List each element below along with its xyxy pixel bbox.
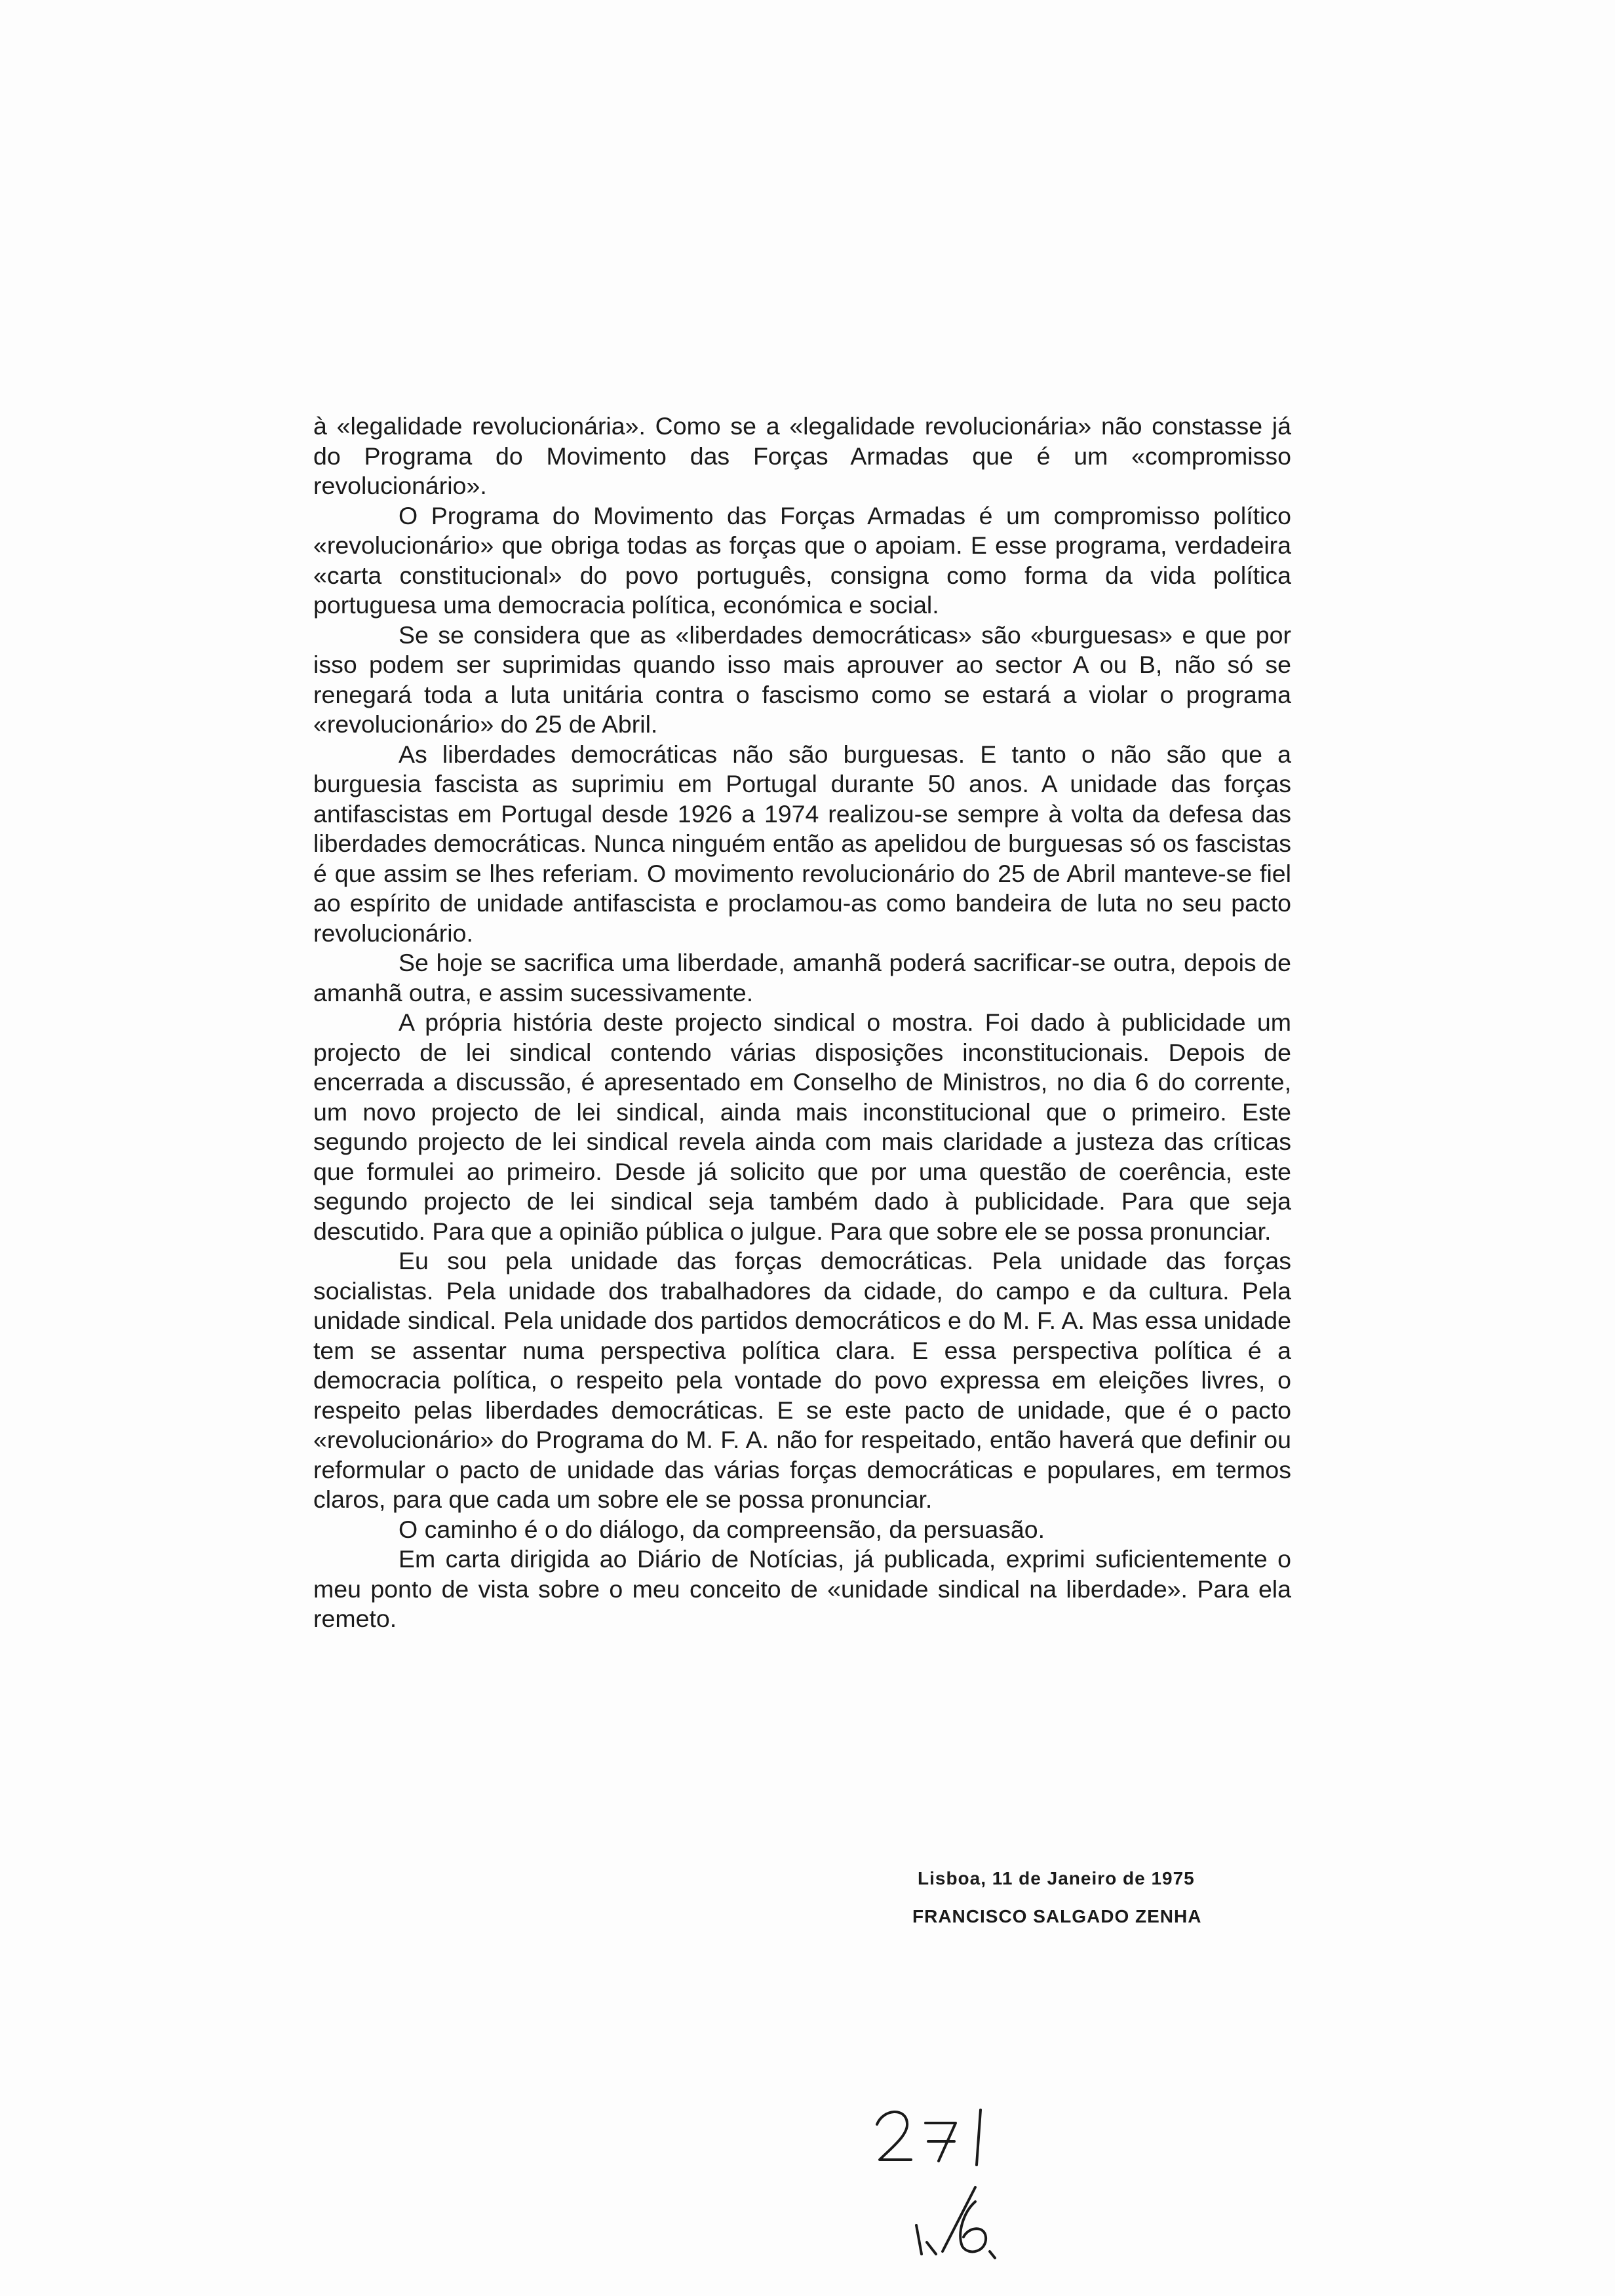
paragraph: O Programa do Movimento das Forças Armadas é um compromisso político «revolucionário» que obriga todas as forças que o apoiam. E esse programa, verdadeira «carta constitucional» do povo português, consigna como forma da vida política portuguesa uma democracia política, económica e social. [313, 501, 1291, 619]
paragraph: à «legalidade revolucionária». Como se a «legalidade revolucionária» não constasse já do Programa do Movimento das Forças Armadas que é um «compromisso revolucionário». [313, 412, 1291, 499]
paragraph: As liberdades democráticas não são burguesas. E tanto o não são que a burguesia fascista as suprimiu em Portugal durante 50 anos. A unidade das forças antifascistas em Portugal desde 1926 a 1974 realizou-se sempre à volta da defesa das liberdades democráticas. Nunca ninguém então as apelidou de burguesas só os fascistas é que assim se lhes referiam. O movimento revolucionário do 25 de Abril manteve-se fiel ao espírito de unidade antifascista e proclamou-as como bandeira de luta no seu pacto revolucionário. [313, 740, 1291, 947]
handwritten-page-number [865, 2097, 1075, 2267]
signature-block [912, 1860, 1201, 1936]
paragraph: Em carta dirigida ao Diário de Notícias, já publicada, exprimi suficientemente o meu ponto de vista sobre o meu conceito de «unidade sindical na liberdade». Para ela remeto. [313, 1545, 1291, 1632]
document-body [313, 411, 1291, 1634]
paragraph: Eu sou pela unidade das forças democráticas. Pela unidade das forças socialistas. Pela unidade dos trabalhadores da cidade, do campo e da cultura. Pela unidade sindical. Pela unidade dos partidos democráticos e do M. F. A. Mas essa unidade tem se assentar numa perspectiva política clara. E essa perspectiva política é a democracia política, o respeito pela vontade do povo expressa em eleições livres, o respeito pelas liberdades democráticas. E se este pacto de unidade, que é o pacto «revolucionário» do Programa do M. F. A. não for respeitado, então haverá que definir ou reformular o pacto de unidade das várias forças democráticas e populares, em termos claros, para que cada um sobre ele se possa pronunciar. [313, 1247, 1291, 1513]
signature-place-date: Lisboa, 11 de Janeiro de 1975 [918, 1868, 1195, 1888]
signature-name: FRANCISCO SALGADO ZENHA [912, 1906, 1202, 1926]
paragraph: O caminho é o do diálogo, da compreensão, da persuasão. [399, 1515, 1045, 1543]
paragraph: Se se considera que as «liberdades democráticas» são «burguesas» e que por isso podem ser suprimidas quando isso mais aprouver ao sector A ou B, não só se renegará toda a luta unitária contra o fascismo como se estará a violar o programa «revolucionário» do 25 de Abril. [313, 621, 1291, 738]
paragraph: A própria história deste projecto sindical o mostra. Foi dado à publicidade um projecto de lei sindical contendo várias disposições inconstitucionais. Depois de encerrada a discussão, é apresentado em Conselho de Ministros, no dia 6 do corrente, um novo projecto de lei sindical, ainda mais inconstitucional que o primeiro. Este segundo projecto de lei sindical revela ainda com mais claridade a justeza das críticas que formulei ao primeiro. Desde já solicito que por uma questão de coerência, este segundo projecto de lei sindical seja também dado à publicidade. Para que seja descutido. Para que a opinião pública o julgue. Para que sobre ele se possa pronunciar. [313, 1008, 1291, 1245]
paragraph: Se hoje se sacrifica uma liberdade, amanhã poderá sacrificar-se outra, depois de amanhã outra, e assim sucessivamente. [313, 949, 1291, 1006]
